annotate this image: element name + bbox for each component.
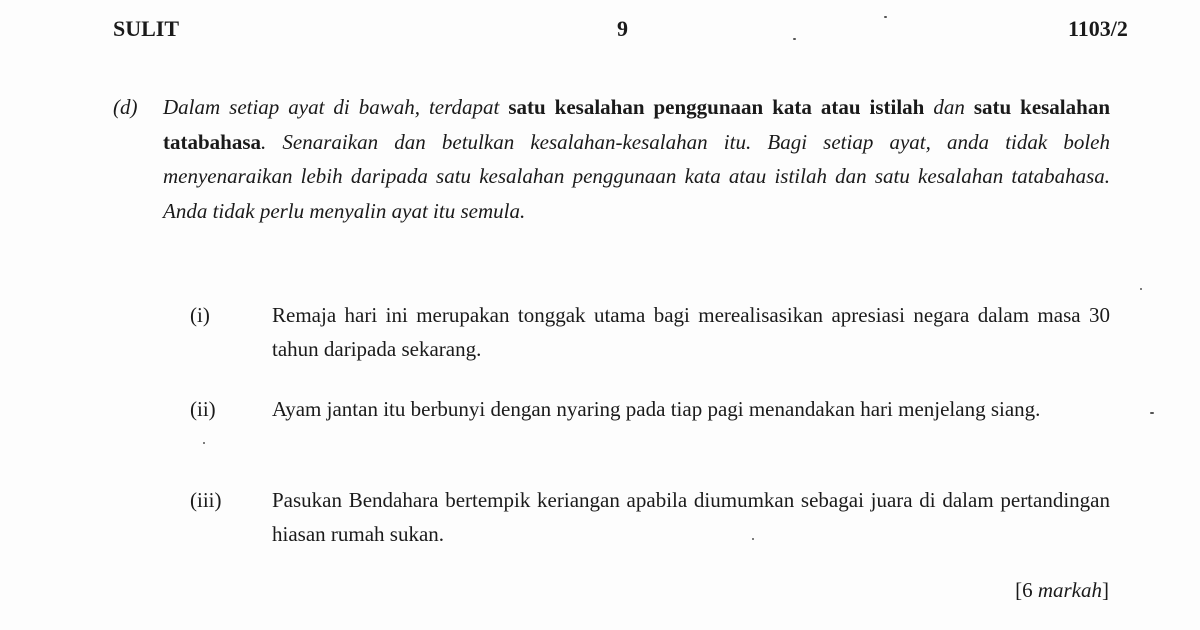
instruction-rest: . Senaraikan dan betulkan kesalahan-kesalahan itu. Bagi setiap ayat, anda tidak boleh menyenaraikan lebih daripada satu kesalahan penggunaan kata atau istilah dan satu kesalahan tatabahasa. Anda tidak perlu menyalin ayat itu semula.: [163, 129, 1110, 223]
scan-speck: [1140, 288, 1142, 290]
instruction-intro: Dalam setiap ayat di bawah, terdapat: [163, 95, 509, 119]
instruction-bold-word-error: satu kesalahan penggunaan kata atau istilah: [508, 95, 925, 119]
scan-speck: [884, 16, 887, 18]
instruction-and: dan: [924, 95, 974, 119]
confidential-label: SULIT: [113, 16, 180, 41]
sentence-text: Pasukan Bendahara bertempik keriangan apabila diumumkan sebagai juara di dalam pertandingan hiasan rumah sukan.: [272, 488, 1110, 546]
paper-code: 1103/2: [1068, 16, 1128, 41]
page-number: 9: [617, 16, 628, 41]
scan-speck: [752, 538, 754, 540]
sentence-number: (i): [190, 303, 210, 327]
question-instruction: [163, 90, 1110, 228]
sentence-text: Remaja hari ini merupakan tonggak utama bagi merealisasikan apresiasi negara dalam masa 30 tahun daripada sekarang.: [272, 303, 1110, 361]
scan-speck: [793, 38, 796, 40]
sentence-number: (iii): [190, 488, 222, 512]
marks-allocation: [1015, 576, 1109, 604]
sentence-text: Ayam jantan itu berbunyi dengan nyaring pada tiap pagi menandakan hari menjelang siang.: [272, 397, 1041, 421]
scan-speck: [203, 442, 205, 444]
sentence-number: (ii): [190, 397, 216, 421]
marks-open: [6: [1015, 578, 1038, 602]
question-label: (d): [113, 95, 138, 119]
scan-speck: [1150, 412, 1154, 414]
marks-word: markah: [1037, 578, 1102, 602]
instruction-bold-grammar-error: satu kesalahan tatabahasa: [163, 95, 1111, 154]
marks-close: ]: [1102, 578, 1109, 602]
